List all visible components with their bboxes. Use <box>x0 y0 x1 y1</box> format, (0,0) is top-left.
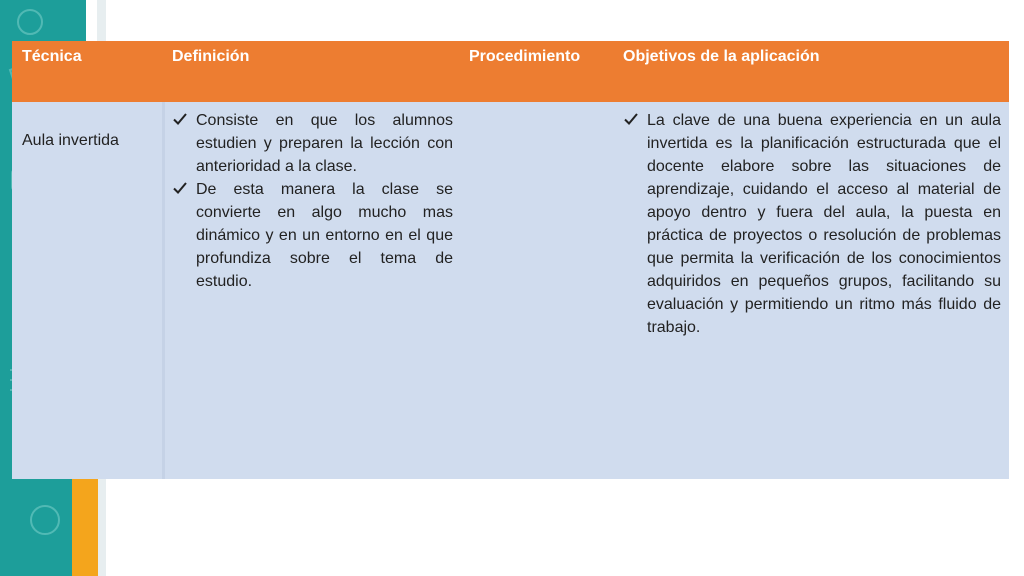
header-definicion: Definición <box>172 48 250 65</box>
header-procedimiento: Procedimiento <box>469 48 581 65</box>
checkmark-icon <box>172 180 188 196</box>
definicion-bullet-text: De esta manera la clase se convierte en algo mucho mas dinámico y en un entorno en el que profundiza sobre el tema de estudio. <box>196 181 453 290</box>
checkmark-icon <box>623 111 639 127</box>
definicion-bullet-text: Consiste en que los alumnos estudien y preparen la lección con anterioridad a la clase. <box>196 112 453 175</box>
cell-tecnica: Aula invertida <box>22 132 119 149</box>
table-header-row <box>12 41 1009 102</box>
definicion-bullet <box>172 109 454 179</box>
column-divider <box>162 102 165 479</box>
checkmark-icon <box>172 111 188 127</box>
header-tecnica: Técnica <box>22 48 82 65</box>
objetivos-bullet <box>623 109 1003 349</box>
header-objetivos: Objetivos de la aplicación <box>623 48 820 65</box>
technique-table <box>12 41 1009 479</box>
definicion-bullet <box>172 178 454 298</box>
objetivos-bullet-text: La clave de una buena experiencia en un aula invertida es la planificación estructurada que el docente elabore sobre las situaciones de aprendizaje, cuidando el acceso al material de apoyo dentro y fuera del aula, la puesta en práctica de proyectos o resolución de problemas que permita la verificación de los conocimientos adquiridos en pequeños grupos, facilitando su evaluación y permitiendo un ritmo más fluido de trabajo. <box>647 112 1001 336</box>
